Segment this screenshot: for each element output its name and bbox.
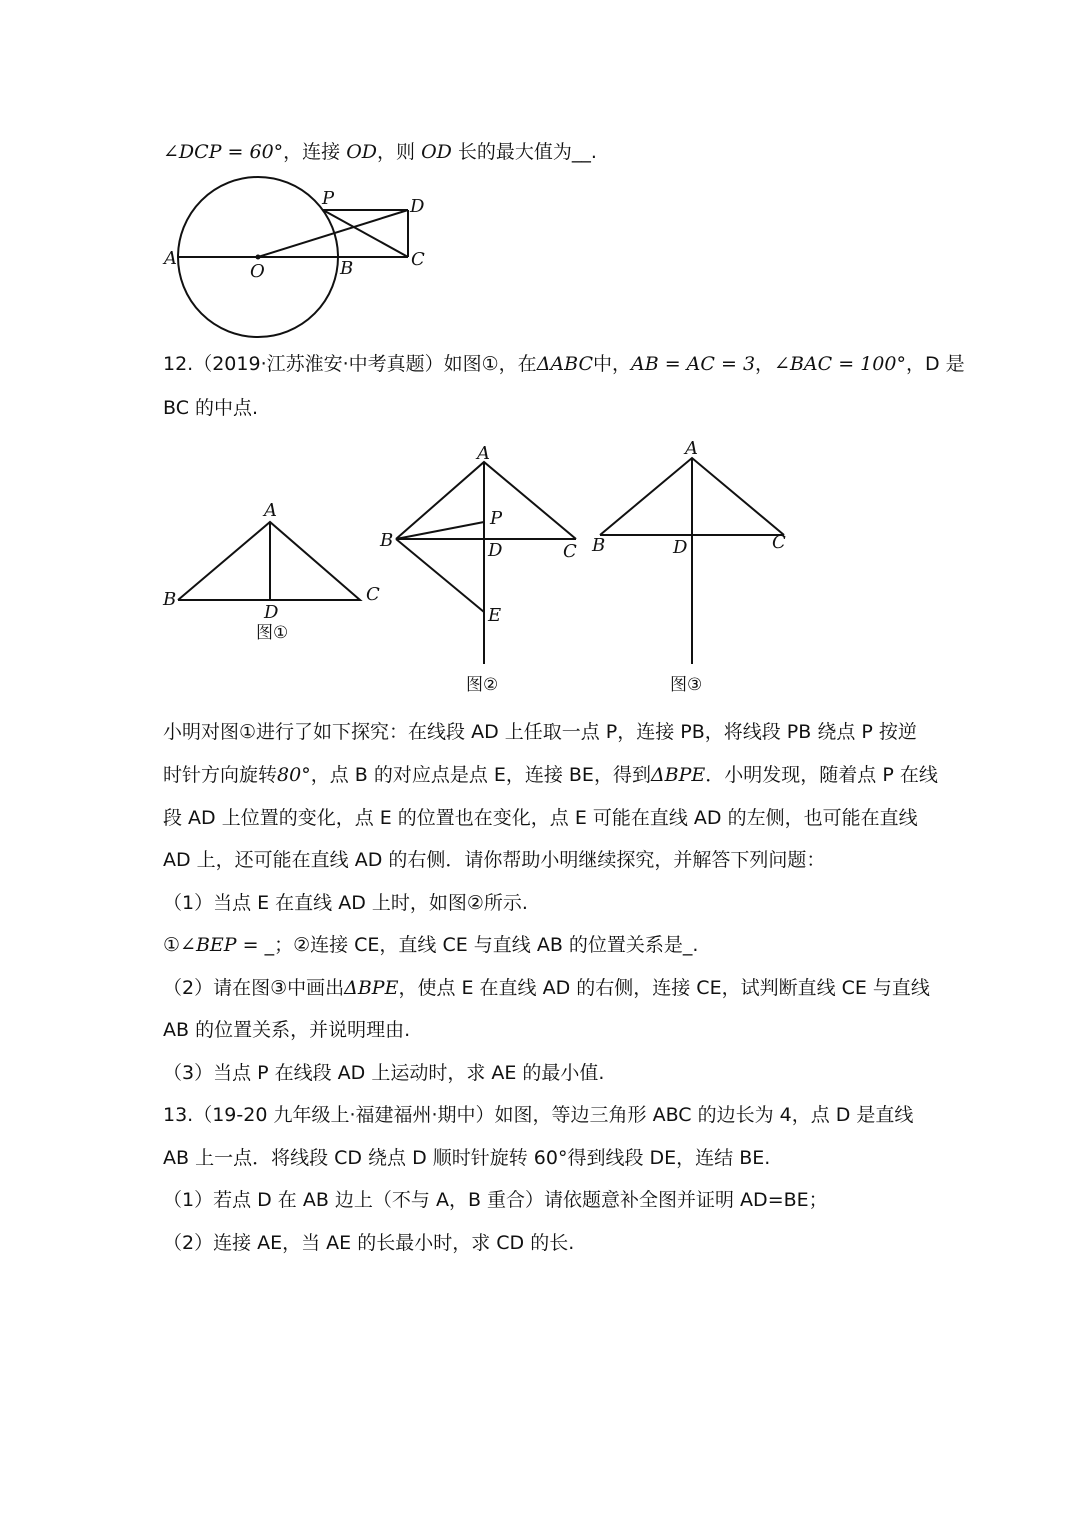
fig3-caption: 图③ [670,675,703,695]
label-b: B [340,258,354,279]
figure-2 [379,443,577,695]
q12-sub-2: （2）请在图③中画出ΔBPE，使点 E 在直线 AD 的右侧，连接 CE，试判断直线 CE 与直线 [163,977,930,999]
fig1-caption: 图① [256,623,289,643]
fig2-label-e: E [488,605,502,626]
fig1-label-c: C [366,584,380,605]
q12-sub-1: （1）当点 E 在直线 AD 上时，如图②所示. [163,892,528,914]
q12-sub-2-cont: AB 的位置关系，并说明理由. [163,1019,411,1041]
q12-sub-3: （3）当点 P 在线段 AD 上运动时，求 AE 的最小值. [163,1062,605,1084]
fig2-label-b: B [380,530,394,551]
q12-intro-line-1: 12.（2019·江苏淮安·中考真题）如图①，在ΔABC中，AB = AC = 3，∠BAC = 100°，D 是 [163,353,965,375]
fig3-label-c: C [772,532,786,553]
label-a: A [164,248,177,269]
fig1-label-d: D [264,602,279,623]
fig2-label-a: A [477,443,490,464]
angle-dcp: ∠DCP = 60° [163,141,284,163]
q12-paragraph-3: 段 AD 上位置的变化，点 E 的位置也在变化，点 E 可能在直线 AD 的左侧，也可能在直线 [163,807,918,829]
q13-line-4: （2）连接 AE，当 AE 的长最小时，求 CD 的长. [163,1232,575,1254]
q13-line-2: AB 上一点．将线段 CD 绕点 D 顺时针旋转 60°得到线段 DE，连结 BE. [163,1147,771,1169]
q12-paragraph-2: 时针方向旋转80°，点 B 的对应点是点 E，连接 BE，得到ΔBPE．小明发现，随着点 P 在线 [163,764,938,786]
label-p: P [322,188,335,209]
label-o: O [250,261,265,282]
label-c: C [411,249,425,270]
q12-paragraph-4: AD 上，还可能在直线 AD 的右侧．请你帮助小明继续探究，并解答下列问题： [163,849,826,871]
fig2-label-c: C [563,541,577,562]
q12-intro-line-2: BC 的中点. [163,397,259,419]
q13-line-1: 13.（19-20 九年级上·福建福州·期中）如图，等边三角形 ABC 的边长为 4，点 D 是直线 [163,1104,914,1126]
label-d: D [410,196,425,217]
fig1-label-b: B [163,589,177,610]
q13-line-3: （1）若点 D 在 AB 边上（不与 A，B 重合）请依题意补全图并证明 AD=BE； [163,1189,828,1211]
fig3-label-d: D [673,537,688,558]
figure-1 [162,500,380,643]
fig2-caption: 图② [466,675,499,695]
fig1-label-a: A [264,500,277,521]
q11-tail-line: ∠DCP = 60°，连接 OD，则 OD 长的最大值为__. [163,141,597,163]
figure-3 [591,438,786,695]
fig2-label-d: D [488,540,503,561]
q12-paragraph-1: 小明对图①进行了如下探究：在线段 AD 上任取一点 P，连接 PB，将线段 PB 绕点 P 按逆 [163,721,917,743]
fig2-label-p: P [490,508,503,529]
q12-sub-1b: ①∠BEP = _；②连接 CE，直线 CE 与直线 AB 的位置关系是_. [163,934,699,956]
fig3-label-b: B [592,535,606,556]
fig3-label-a: A [685,438,698,459]
